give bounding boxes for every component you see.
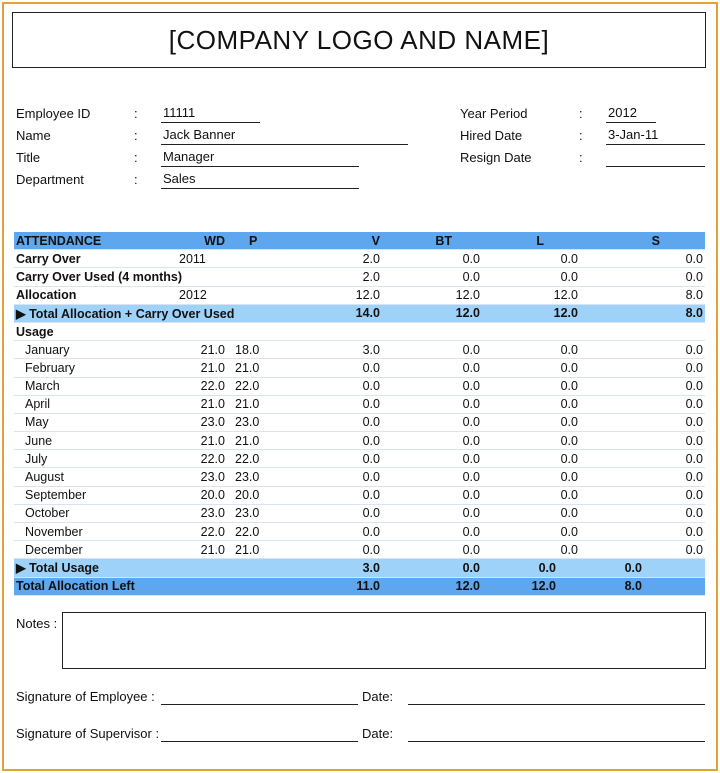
year-period-field[interactable]: 2012	[606, 105, 656, 123]
cell-s: 0.0	[608, 377, 705, 395]
cell-bt: 0.0	[382, 341, 482, 359]
month-row	[14, 523, 705, 541]
cell-wd: 21.0	[177, 541, 227, 559]
signature-supervisor-label: Signature of Supervisor :	[16, 726, 160, 741]
cell-p: 18.0	[227, 341, 322, 359]
row-label: ▶ Total Allocation + Carry Over Used	[14, 304, 322, 322]
row-label: Carry Over Used (4 months)	[14, 268, 322, 286]
cell-bt: 0.0	[382, 432, 482, 450]
month-row	[14, 432, 705, 450]
cell-s: 8.0	[608, 286, 705, 304]
title-label: Title	[16, 150, 41, 165]
name-label: Name	[16, 128, 51, 143]
month-name: May	[14, 413, 177, 431]
cell-v: 2.0	[322, 250, 382, 268]
row-label: Allocation	[14, 286, 177, 304]
colon: :	[134, 150, 138, 165]
month-row	[14, 486, 705, 504]
month-row	[14, 341, 705, 359]
cell-v: 2.0	[322, 268, 382, 286]
cell-bt: 0.0	[382, 486, 482, 504]
cell-s: 0.0	[608, 450, 705, 468]
cell-wd: 22.0	[177, 523, 227, 541]
cell-l: 0.0	[482, 504, 580, 522]
total-allocation-left-row	[14, 577, 705, 595]
hired-date-label: Hired Date	[460, 128, 523, 143]
cell-wd: 22.0	[177, 450, 227, 468]
header-s: S	[608, 232, 705, 250]
cell-l: 0.0	[482, 341, 580, 359]
cell-s: 8.0	[608, 577, 705, 595]
cell-v: 0.0	[322, 413, 382, 431]
cell-p: 21.0	[227, 395, 322, 413]
cell-s: 0.0	[608, 268, 705, 286]
cell-s: 0.0	[608, 359, 705, 377]
carry-over-year: 2011	[177, 250, 322, 268]
department-field[interactable]: Sales	[161, 171, 359, 189]
hired-date-field[interactable]: 3-Jan-11	[606, 127, 705, 145]
cell-v: 0.0	[322, 395, 382, 413]
cell-s: 0.0	[608, 486, 705, 504]
colon: :	[134, 128, 138, 143]
month-name: November	[14, 523, 177, 541]
cell-l: 0.0	[482, 413, 580, 431]
cell-bt: 0.0	[382, 250, 482, 268]
month-name: June	[14, 432, 177, 450]
usage-label: Usage	[14, 322, 705, 340]
cell-v: 14.0	[322, 304, 382, 322]
month-row	[14, 413, 705, 431]
allocation-row	[14, 286, 705, 304]
cell-v: 0.0	[322, 541, 382, 559]
cell-s: 0.0	[608, 395, 705, 413]
cell-s: 0.0	[608, 559, 705, 577]
month-name: January	[14, 341, 177, 359]
signature-employee-line[interactable]	[161, 704, 358, 705]
header-l: L	[482, 232, 580, 250]
month-row	[14, 541, 705, 559]
colon: :	[134, 106, 138, 121]
total-usage-row	[14, 559, 705, 577]
signature-supervisor-line[interactable]	[161, 741, 358, 742]
cell-v: 0.0	[322, 359, 382, 377]
resign-date-label: Resign Date	[460, 150, 532, 165]
department-label: Department	[16, 172, 84, 187]
cell-bt: 0.0	[382, 268, 482, 286]
cell-p: 22.0	[227, 377, 322, 395]
month-row	[14, 450, 705, 468]
cell-p: 22.0	[227, 523, 322, 541]
cell-p: 23.0	[227, 468, 322, 486]
month-row	[14, 504, 705, 522]
month-name: September	[14, 486, 177, 504]
cell-bt: 0.0	[382, 359, 482, 377]
cell-wd: 21.0	[177, 359, 227, 377]
cell-bt: 0.0	[382, 395, 482, 413]
cell-v: 0.0	[322, 468, 382, 486]
month-row	[14, 395, 705, 413]
cell-l: 0.0	[482, 486, 580, 504]
row-label: Total Allocation Left	[14, 577, 322, 595]
month-row	[14, 359, 705, 377]
title-field[interactable]: Manager	[161, 149, 359, 167]
cell-bt: 0.0	[382, 413, 482, 431]
cell-bt: 0.0	[382, 504, 482, 522]
supervisor-date-label: Date:	[362, 726, 394, 741]
cell-s: 8.0	[608, 304, 705, 322]
total-allocation-row	[14, 304, 705, 322]
cell-l: 0.0	[482, 468, 580, 486]
cell-p: 22.0	[227, 450, 322, 468]
cell-wd: 22.0	[177, 377, 227, 395]
cell-bt: 0.0	[382, 559, 482, 577]
cell-v: 0.0	[322, 450, 382, 468]
cell-l: 0.0	[482, 377, 580, 395]
cell-v: 0.0	[322, 377, 382, 395]
cell-wd: 21.0	[177, 341, 227, 359]
cell-wd: 21.0	[177, 432, 227, 450]
month-name: April	[14, 395, 177, 413]
header-v: V	[322, 232, 382, 250]
month-name: October	[14, 504, 177, 522]
cell-v: 3.0	[322, 559, 382, 577]
month-row	[14, 377, 705, 395]
carry-over-row	[14, 250, 705, 268]
month-name: February	[14, 359, 177, 377]
cell-v: 0.0	[322, 504, 382, 522]
colon: :	[579, 150, 583, 165]
cell-p: 23.0	[227, 504, 322, 522]
colon: :	[579, 106, 583, 121]
cell-l: 12.0	[482, 304, 580, 322]
cell-bt: 0.0	[382, 523, 482, 541]
cell-p: 21.0	[227, 359, 322, 377]
cell-s: 0.0	[608, 523, 705, 541]
cell-v: 3.0	[322, 341, 382, 359]
cell-bt: 0.0	[382, 377, 482, 395]
cell-wd: 23.0	[177, 468, 227, 486]
cell-l: 0.0	[482, 359, 580, 377]
cell-l: 0.0	[482, 395, 580, 413]
cell-bt: 12.0	[382, 577, 482, 595]
resign-date-field[interactable]	[606, 149, 705, 167]
notes-label: Notes :	[16, 616, 58, 631]
cell-l: 0.0	[482, 450, 580, 468]
usage-label-row	[14, 322, 705, 340]
signature-employee-label: Signature of Employee :	[16, 689, 155, 704]
header-attendance: ATTENDANCE	[14, 232, 177, 250]
cell-bt: 12.0	[382, 304, 482, 322]
cell-bt: 12.0	[382, 286, 482, 304]
year-period-label: Year Period	[460, 106, 528, 121]
cell-s: 0.0	[608, 504, 705, 522]
month-name: March	[14, 377, 177, 395]
cell-l: 0.0	[482, 523, 580, 541]
attendance-header-row	[14, 232, 705, 250]
carry-over-used-row	[14, 268, 705, 286]
cell-wd: 23.0	[177, 504, 227, 522]
cell-bt: 0.0	[382, 468, 482, 486]
employee-date-label: Date:	[362, 689, 394, 704]
header-bt: BT	[382, 232, 482, 250]
month-name: July	[14, 450, 177, 468]
cell-bt: 0.0	[382, 541, 482, 559]
cell-l: 12.0	[482, 577, 580, 595]
cell-v: 0.0	[322, 486, 382, 504]
cell-s: 0.0	[608, 341, 705, 359]
header-p: P	[227, 232, 322, 250]
employee-date-line[interactable]	[408, 704, 705, 705]
month-name: August	[14, 468, 177, 486]
month-row	[14, 468, 705, 486]
attendance-table	[14, 232, 705, 596]
cell-v: 0.0	[322, 432, 382, 450]
name-field[interactable]: Jack Banner	[161, 127, 408, 145]
cell-v: 11.0	[322, 577, 382, 595]
cell-p: 20.0	[227, 486, 322, 504]
cell-l: 0.0	[482, 250, 580, 268]
allocation-year: 2012	[177, 286, 322, 304]
employee-id-field[interactable]: 11111	[161, 105, 260, 123]
notes-box[interactable]	[62, 612, 706, 669]
cell-s: 0.0	[608, 413, 705, 431]
row-label: ▶ Total Usage	[14, 559, 322, 577]
cell-wd: 23.0	[177, 413, 227, 431]
month-name: December	[14, 541, 177, 559]
cell-l: 0.0	[482, 432, 580, 450]
colon: :	[134, 172, 138, 187]
cell-s: 0.0	[608, 468, 705, 486]
cell-p: 21.0	[227, 541, 322, 559]
supervisor-date-line[interactable]	[408, 741, 705, 742]
cell-wd: 20.0	[177, 486, 227, 504]
cell-l: 0.0	[482, 268, 580, 286]
header-wd: WD	[177, 232, 227, 250]
cell-l: 12.0	[482, 286, 580, 304]
cell-s: 0.0	[608, 541, 705, 559]
cell-l: 0.0	[482, 559, 580, 577]
cell-l: 0.0	[482, 541, 580, 559]
cell-v: 0.0	[322, 523, 382, 541]
cell-s: 0.0	[608, 250, 705, 268]
colon: :	[579, 128, 583, 143]
cell-s: 0.0	[608, 432, 705, 450]
employee-id-label: Employee ID	[16, 106, 91, 121]
cell-p: 21.0	[227, 432, 322, 450]
cell-bt: 0.0	[382, 450, 482, 468]
company-title: [COMPANY LOGO AND NAME]	[12, 12, 706, 68]
row-label: Carry Over	[14, 250, 177, 268]
cell-v: 12.0	[322, 286, 382, 304]
cell-p: 23.0	[227, 413, 322, 431]
cell-wd: 21.0	[177, 395, 227, 413]
